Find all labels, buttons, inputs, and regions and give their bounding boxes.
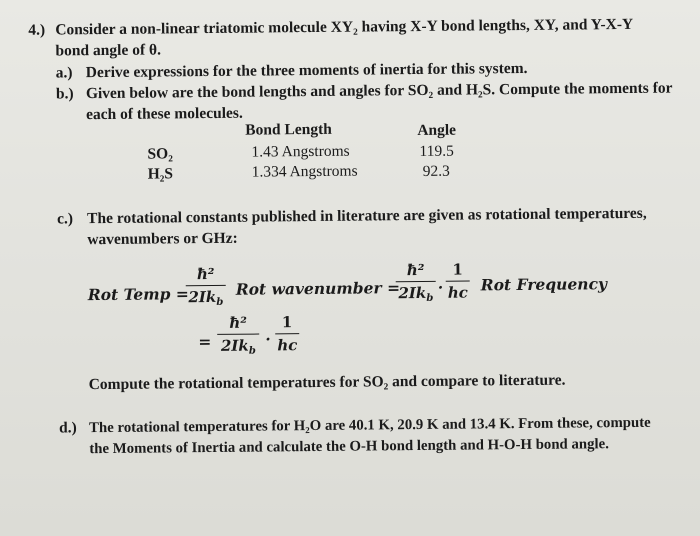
numerator-one: 1	[452, 260, 463, 279]
table-bond-length-so2: 1.43 Angstroms	[251, 142, 350, 161]
part-c-text-line1: The rotational constants published in literature are given as rotational temperatures,	[87, 204, 647, 228]
part-b-text-line1: Given below are the bond lengths and angles for SO₂ and H₂S. Compute the moments for	[85, 79, 673, 103]
fraction-bar	[217, 334, 259, 335]
fraction-bar	[186, 285, 226, 286]
denominator-subscript: b	[426, 292, 434, 304]
fraction-bar	[275, 333, 299, 334]
denominator-text: 2Ik	[398, 283, 427, 303]
multiply-dot: ·	[265, 329, 271, 349]
part-b-label: b.)	[55, 85, 74, 103]
rot-temp-numerator: ħ²	[196, 264, 215, 284]
denominator-subscript: b	[248, 345, 256, 357]
rot-temp-fraction-alt-1	[217, 315, 259, 355]
rot-frequency-label: Rot Frequency	[480, 274, 608, 295]
fraction-bar	[396, 281, 436, 282]
numerator-one: 1	[281, 313, 293, 332]
part-a-label: a.)	[55, 64, 73, 82]
rot-temp-fraction	[186, 266, 226, 306]
denominator	[217, 338, 259, 355]
rot-temp-fraction-alt-2	[275, 314, 299, 354]
denominator-hc: hc	[277, 336, 298, 355]
rot-temp-label: Rot Temp =	[87, 284, 189, 305]
table-header-angle: Angle	[417, 121, 457, 140]
question-intro-line1: Consider a non-linear triatomic molecule XY₂ having X-Y bond lengths, XY, and Y-X-Y	[55, 15, 634, 39]
rot-temp-denominator	[186, 289, 226, 306]
table-molecule-h2s: H₂S	[147, 165, 174, 183]
question-intro-line2: bond angle of θ.	[55, 41, 161, 60]
denominator-hc: hc	[447, 283, 468, 302]
part-d-label: d.)	[59, 419, 77, 437]
table-angle-so2: 119.5	[419, 142, 454, 160]
numerator: ħ²	[229, 313, 247, 332]
denominator-subscript: b	[216, 296, 224, 308]
part-c-text-line2: wavenumbers or GHz:	[87, 229, 238, 249]
numerator: ħ²	[406, 260, 425, 280]
question-number: 4.)	[28, 21, 46, 39]
multiply-dot: ·	[437, 277, 444, 297]
table-bond-length-h2s: 1.334 Angstroms	[251, 162, 358, 181]
rot-wavenumber-fraction-2	[446, 262, 470, 302]
table-molecule-so2: SO₂	[147, 145, 173, 163]
part-c-compute: Compute the rotational temperatures for SO₂ and compare to literature.	[88, 371, 566, 394]
part-a-text: Derive expressions for the three moments of inertia for this system.	[85, 59, 528, 82]
denominator-text: 2Ik	[188, 287, 217, 307]
part-c-label: c.)	[57, 210, 74, 228]
denominator-text: 2Ik	[220, 336, 249, 355]
table-header-bond-length: Bond Length	[245, 120, 332, 139]
part-d-text-line2: the Moments of Inertia and calculate the O-H bond length and H-O-H bond angle.	[89, 436, 609, 458]
equals-sign: =	[198, 331, 212, 352]
part-b-text-line2: each of these molecules.	[86, 104, 243, 124]
fraction-bar	[446, 281, 470, 282]
part-d-text-line1: The rotational temperatures for H₂O are 40.1 K, 20.9 K and 13.4 K. From these, compute	[89, 414, 651, 437]
rot-wavenumber-label: Rot wavenumber =	[235, 278, 401, 299]
table-angle-h2s: 92.3	[422, 162, 450, 180]
denominator	[396, 285, 436, 302]
rot-wavenumber-fraction-1	[396, 262, 436, 302]
